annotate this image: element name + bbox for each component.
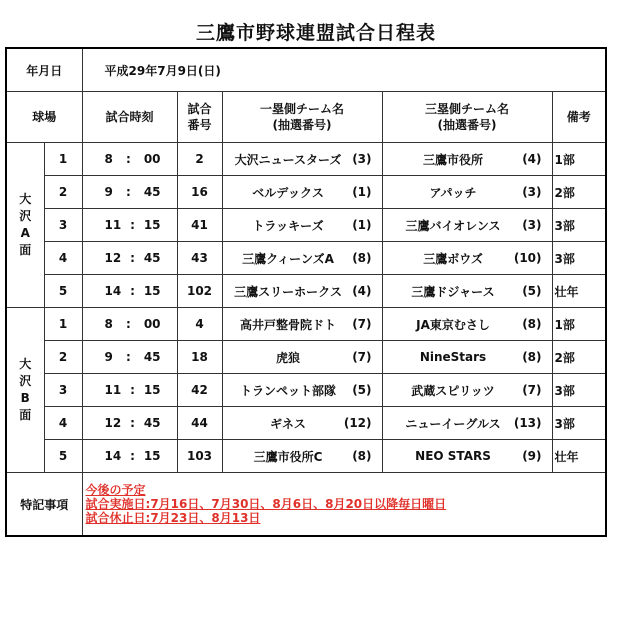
schedule-table [5, 47, 607, 537]
date-row [6, 48, 606, 92]
first-team-cell [222, 440, 382, 473]
first-team-name: 三鷹クィーンズA [242, 251, 334, 266]
third-team-lot: (3) [522, 185, 542, 199]
first-team-cell [222, 242, 382, 275]
date-label: 年月日 [6, 48, 82, 92]
game-minute: 00 [143, 152, 161, 166]
third-team-cell [382, 143, 552, 176]
game-minute: 15 [143, 383, 161, 397]
special-note-line: 今後の予定 [85, 483, 146, 497]
game-hour: 9 [104, 350, 113, 364]
first-team-lot: (1) [352, 218, 372, 232]
header-first-team [222, 92, 382, 143]
special-note-line: 試合休止日:7月23日、8月13日 [85, 511, 261, 525]
time-colon: : [130, 218, 135, 232]
game-note: 3部 [552, 242, 606, 275]
venue-label-char: A [20, 226, 30, 240]
third-team-name: 三鷹ドジャース [411, 284, 495, 299]
third-team-lot: (8) [522, 317, 542, 331]
game-hour: 11 [104, 218, 122, 232]
game-seq: 3 [44, 374, 82, 407]
third-team-cell [382, 308, 552, 341]
header-time: 試合時刻 [82, 92, 177, 143]
game-hour: 14 [104, 284, 122, 298]
game-time [82, 407, 177, 440]
venue-label [6, 308, 44, 473]
third-team-cell [382, 275, 552, 308]
third-team-lot: (5) [522, 284, 542, 298]
header-first-team-line2: (抽選番号) [272, 118, 332, 132]
table-row [6, 341, 606, 374]
venue-label-char: 面 [19, 243, 32, 257]
game-hour: 11 [104, 383, 122, 397]
game-seq: 2 [44, 341, 82, 374]
game-minute: 00 [143, 317, 161, 331]
first-team-cell [222, 275, 382, 308]
third-team-cell [382, 440, 552, 473]
first-team-name: トランペット部隊 [240, 383, 337, 398]
time-colon: : [125, 185, 131, 199]
third-team-name: NEO STARS [415, 449, 491, 463]
header-row [6, 92, 606, 143]
table-row [6, 143, 606, 176]
game-note: 壮年 [552, 275, 606, 308]
game-seq: 5 [44, 275, 82, 308]
page-title: 三鷹市野球連盟試合日程表 [195, 22, 436, 44]
table-row [6, 242, 606, 275]
first-team-cell [222, 176, 382, 209]
game-hour: 14 [104, 449, 122, 463]
game-note: 3部 [552, 407, 606, 440]
first-team-lot: (7) [352, 350, 372, 364]
third-team-name: JA東京むさし [416, 317, 490, 332]
game-note: 3部 [552, 374, 606, 407]
first-team-cell [222, 341, 382, 374]
third-team-cell [382, 341, 552, 374]
game-seq: 3 [44, 209, 82, 242]
game-minute: 15 [143, 218, 161, 232]
first-team-lot: (8) [352, 449, 372, 463]
game-number: 16 [177, 176, 222, 209]
time-colon: : [125, 317, 131, 331]
third-team-cell [382, 374, 552, 407]
third-team-name: 三鷹バイオレンス [405, 218, 501, 233]
header-game-no [177, 92, 222, 143]
game-hour: 12 [104, 416, 122, 430]
first-team-lot: (5) [352, 383, 372, 397]
first-team-cell [222, 407, 382, 440]
game-number: 41 [177, 209, 222, 242]
game-minute: 45 [143, 185, 161, 199]
special-note-line: 試合実施日:7月16日、7月30日、8月6日、8月20日以降毎日曜日 [85, 497, 447, 511]
game-time [82, 374, 177, 407]
time-colon: : [130, 449, 135, 463]
game-minute: 15 [143, 449, 161, 463]
game-seq: 4 [44, 407, 82, 440]
third-team-cell [382, 407, 552, 440]
game-hour: 8 [104, 152, 113, 166]
game-number: 4 [177, 308, 222, 341]
special-notes-row [6, 473, 606, 537]
special-notes-text [82, 473, 606, 537]
time-colon: : [130, 251, 135, 265]
venue-label-char: 沢 [19, 374, 32, 388]
header-third-team [382, 92, 552, 143]
third-team-lot: (13) [513, 416, 542, 430]
third-team-lot: (10) [513, 251, 542, 265]
game-seq: 4 [44, 242, 82, 275]
game-note: 壮年 [552, 440, 606, 473]
game-time [82, 143, 177, 176]
game-time [82, 308, 177, 341]
game-number: 42 [177, 374, 222, 407]
first-team-cell [222, 143, 382, 176]
third-team-name: NineStars [419, 350, 487, 364]
third-team-cell [382, 242, 552, 275]
first-team-name: 大沢ニュースターズ [234, 152, 342, 167]
venue-label-char: 大 [19, 357, 32, 371]
time-colon: : [130, 383, 135, 397]
time-colon: : [125, 350, 131, 364]
game-note: 1部 [552, 143, 606, 176]
first-team-lot: (4) [352, 284, 372, 298]
first-team-cell [222, 209, 382, 242]
table-row [6, 209, 606, 242]
third-team-cell [382, 209, 552, 242]
time-colon: : [130, 284, 135, 298]
venue-label-char: 面 [19, 408, 32, 422]
third-team-lot: (9) [522, 449, 542, 463]
table-row [6, 440, 606, 473]
game-number: 2 [177, 143, 222, 176]
game-time [82, 242, 177, 275]
venue-label [6, 143, 44, 308]
third-team-name: ニューイーグルス [405, 416, 501, 431]
table-row [6, 275, 606, 308]
third-team-cell [382, 176, 552, 209]
game-time [82, 341, 177, 374]
first-team-name: ベルデックス [252, 185, 324, 200]
game-seq: 5 [44, 440, 82, 473]
first-team-name: 三鷹スリーホークス [234, 284, 342, 299]
game-seq: 1 [44, 308, 82, 341]
special-notes-label: 特記事項 [6, 473, 82, 537]
header-game-no-line2: 番号 [187, 118, 212, 132]
header-venue: 球場 [6, 92, 82, 143]
game-hour: 8 [104, 317, 113, 331]
game-note: 2部 [552, 176, 606, 209]
time-colon: : [125, 152, 131, 166]
first-team-name: 虎狼 [276, 350, 301, 365]
venue-label-char: 大 [19, 192, 32, 206]
game-number: 103 [177, 440, 222, 473]
game-number: 102 [177, 275, 222, 308]
third-team-name: 武蔵スピリッツ [411, 383, 495, 398]
first-team-name: 高井戸整骨院ドト [240, 317, 337, 332]
first-team-cell [222, 374, 382, 407]
game-seq: 1 [44, 143, 82, 176]
game-note: 3部 [552, 209, 606, 242]
first-team-name: ギネス [270, 416, 306, 431]
third-team-lot: (3) [522, 218, 542, 232]
game-number: 44 [177, 407, 222, 440]
table-row [6, 407, 606, 440]
game-note: 1部 [552, 308, 606, 341]
game-number: 18 [177, 341, 222, 374]
first-team-cell [222, 308, 382, 341]
first-team-lot: (7) [352, 317, 372, 331]
game-minute: 45 [143, 350, 161, 364]
first-team-name: 三鷹市役所C [253, 449, 323, 464]
first-team-lot: (3) [352, 152, 372, 166]
first-team-lot: (1) [352, 185, 372, 199]
table-row [6, 308, 606, 341]
first-team-lot: (8) [352, 251, 372, 265]
game-hour: 12 [104, 251, 122, 265]
venue-label-char: 沢 [19, 209, 32, 223]
game-hour: 9 [104, 185, 113, 199]
game-time [82, 176, 177, 209]
game-time [82, 275, 177, 308]
header-first-team-line1: 一塁側チーム名 [260, 102, 345, 116]
game-minute: 45 [143, 416, 161, 430]
header-game-no-line1: 試合 [187, 102, 212, 116]
game-minute: 15 [143, 284, 161, 298]
game-time [82, 209, 177, 242]
first-team-lot: (12) [343, 416, 372, 430]
first-team-name: トラッキーズ [252, 218, 324, 233]
header-note: 備考 [552, 92, 606, 143]
third-team-lot: (8) [522, 350, 542, 364]
header-third-team-line2: (抽選番号) [437, 118, 497, 132]
date-value: 平成29年7月9日(日) [82, 48, 606, 92]
game-note: 2部 [552, 341, 606, 374]
table-row [6, 176, 606, 209]
game-minute: 45 [143, 251, 161, 265]
game-time [82, 440, 177, 473]
header-third-team-line1: 三塁側チーム名 [425, 102, 510, 116]
venue-label-char: B [20, 391, 30, 405]
game-seq: 2 [44, 176, 82, 209]
third-team-name: アパッチ [429, 185, 477, 200]
third-team-name: 三鷹市役所 [423, 152, 484, 167]
game-number: 43 [177, 242, 222, 275]
table-row [6, 374, 606, 407]
third-team-name: 三鷹ボウズ [423, 251, 483, 266]
time-colon: : [130, 416, 135, 430]
third-team-lot: (4) [522, 152, 542, 166]
third-team-lot: (7) [522, 383, 542, 397]
